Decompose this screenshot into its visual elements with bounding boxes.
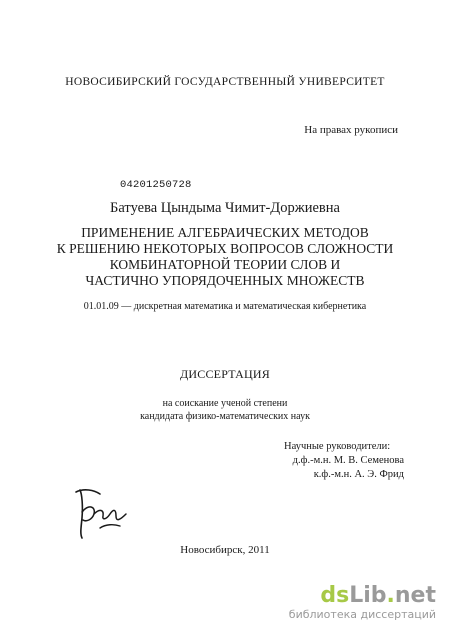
logo-part-net: net xyxy=(394,583,436,608)
degree-statement xyxy=(0,397,450,423)
degree-line: кандидата физико-математических наук xyxy=(140,411,310,422)
logo-part-dot: . xyxy=(386,583,395,608)
title-line: К РЕШЕНИЮ НЕКОТОРЫХ ВОПРОСОВ СЛОЖНОСТИ xyxy=(56,241,394,256)
logo-part-lib: Lib xyxy=(349,583,387,608)
university-name: НОВОСИБИРСКИЙ ГОСУДАРСТВЕННЫЙ УНИВЕРСИТЕТ xyxy=(65,76,385,88)
dissertation-title xyxy=(0,225,450,289)
manuscript-rights-note: На правах рукописи xyxy=(304,124,398,136)
document-type: ДИССЕРТАЦИЯ xyxy=(180,367,270,381)
logo-part-ds: ds xyxy=(320,583,350,608)
supervisors-heading: Научные руководители: xyxy=(284,441,391,452)
registration-code: 04201250728 xyxy=(120,179,192,191)
dslib-watermark[interactable] xyxy=(289,584,436,621)
supervisor-entry: д.ф.-м.н. М. В. Семенова xyxy=(292,455,404,466)
city-and-year: Новосибирск, 2011 xyxy=(180,544,270,556)
handwritten-signature xyxy=(70,484,132,542)
supervisor-entry: к.ф.-м.н. А. Э. Фрид xyxy=(313,469,404,480)
title-line: ЧАСТИЧНО УПОРЯДОЧЕННЫХ МНОЖЕСТВ xyxy=(85,273,365,288)
author-name: Батуева Цындыма Чимит-Доржиевна xyxy=(110,200,340,216)
specialty-code: 01.01.09 — дискретная математика и математическая кибернетика xyxy=(83,301,367,312)
title-line: ПРИМЕНЕНИЕ АЛГЕБРАИЧЕСКИХ МЕТОДОВ xyxy=(81,225,369,240)
title-line: КОМБИНАТОРНОЙ ТЕОРИИ СЛОВ И xyxy=(109,257,341,272)
degree-line: на соискание ученой степени xyxy=(162,398,288,409)
dslib-logo xyxy=(289,584,436,608)
watermark-tagline: библиотека диссертаций xyxy=(288,608,436,621)
supervisors-block xyxy=(284,440,404,482)
